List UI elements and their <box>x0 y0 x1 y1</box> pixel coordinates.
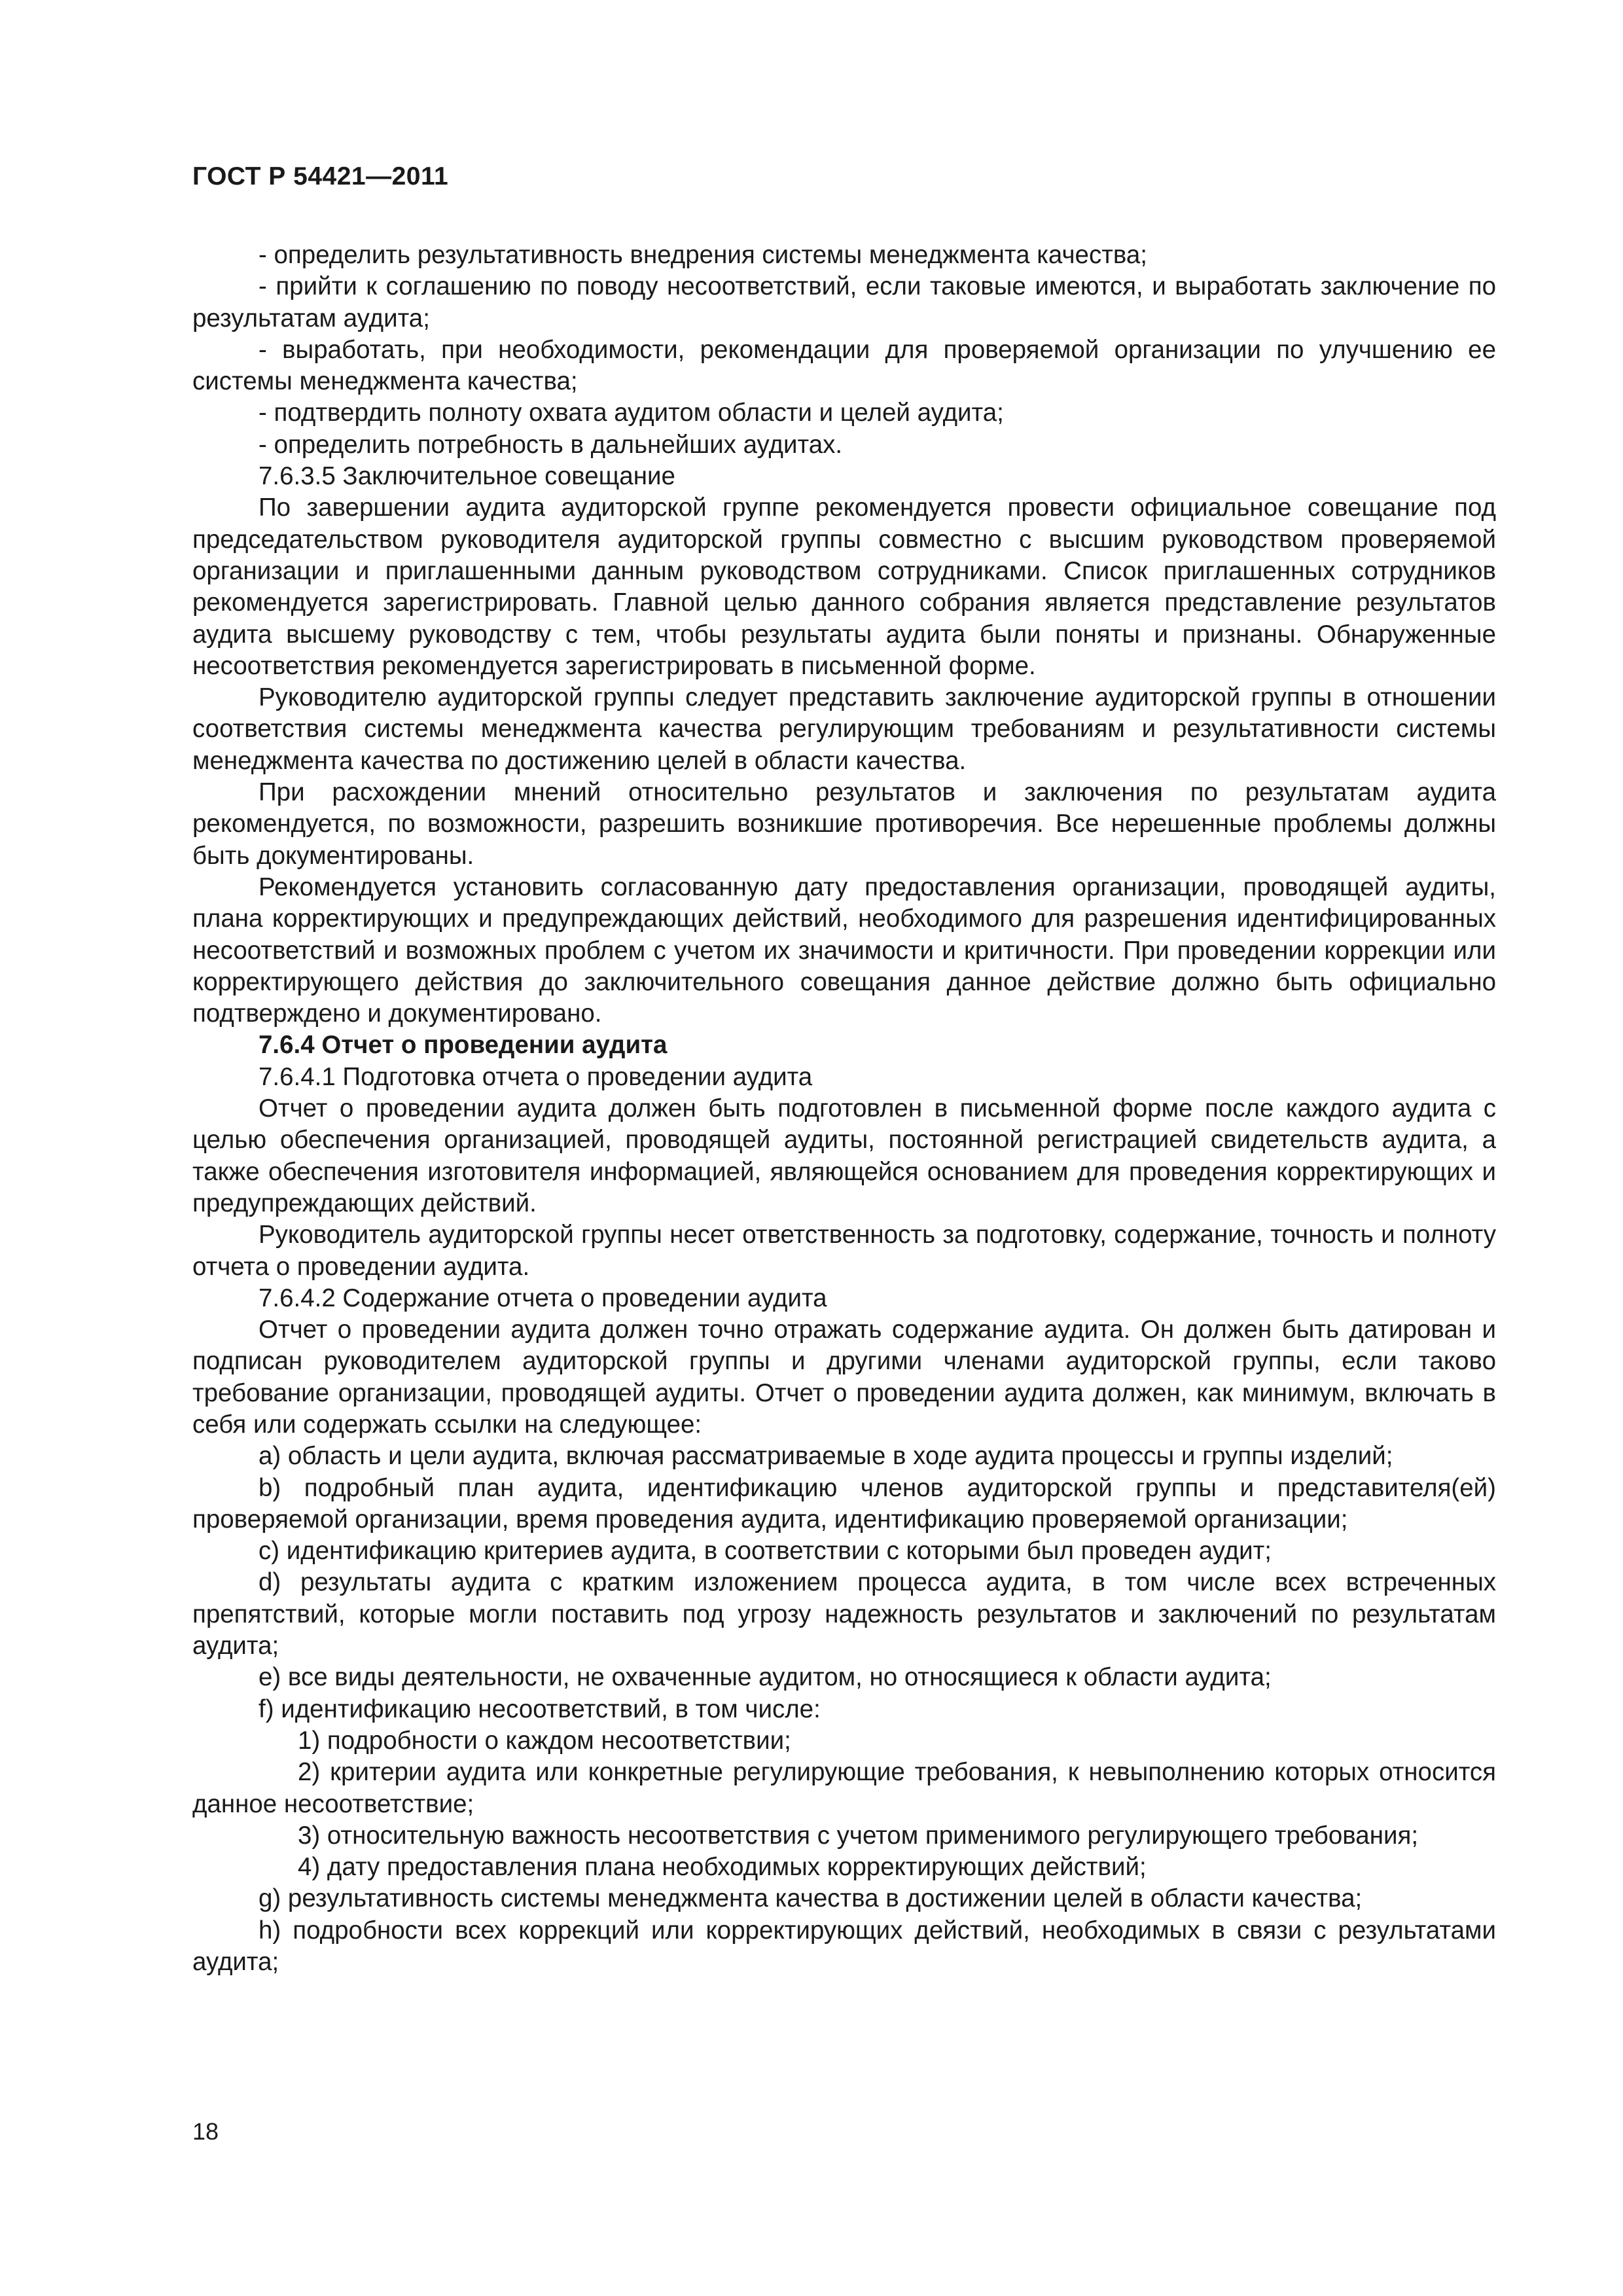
section-heading: 7.6.4.1 Подготовка отчета о проведении аудита <box>259 1062 813 1091</box>
list-item: c) идентификацию критериев аудита, в соответствии с которыми был проведен аудит; <box>259 1537 1272 1566</box>
sub-list-item: 2) критерии аудита или конкретные регулирующие требования, к невыполнению которых относится данное несоответствие; <box>192 1758 1496 1818</box>
list-item: h) подробности всех коррекций или корректирующих действий, необходимых в связи с результатами аудита; <box>192 1916 1496 1977</box>
list-item: b) подробный план аудита, идентификацию членов аудиторской группы и представителя(ей) проверяемой организации, время проведения аудита, идентификацию проверяемой организации; <box>192 1473 1496 1534</box>
paragraph: - определить результативность внедрения системы менеджмента качества; <box>259 241 1147 269</box>
document-header: ГОСТ Р 54421—2011 <box>192 162 449 190</box>
sub-list-item: 4) дату предоставления плана необходимых корректирующих действий; <box>298 1853 1147 1882</box>
paragraph: При расхождении мнений относительно результатов и заключения по результатам аудита рекомендуется, по возможности, разрешить возникшие противоречия. Все нерешенные проблемы должны быть документированы. <box>192 778 1496 870</box>
list-item: e) все виды деятельности, не охваченные аудитом, но относящиеся к области аудита; <box>259 1663 1272 1692</box>
page-number: 18 <box>192 2118 219 2145</box>
paragraph: - подтвердить полноту охвата аудитом области и целей аудита; <box>259 399 1004 427</box>
paragraph: - определить потребность в дальнейших аудитах. <box>259 430 843 459</box>
paragraph: Отчет о проведении аудита должен быть подготовлен в письменной форме после каждого аудита с целью обеспечения организацией, проводящей аудиты, постоянной регистрацией свидетельств аудита, а также обеспечения изготовителя информацией, являющейся основанием для проведения корректирующих и предупреждающих действий. <box>192 1094 1496 1217</box>
list-item: a) область и цели аудита, включая рассматриваемые в ходе аудита процессы и группы изделий; <box>259 1442 1393 1471</box>
section-heading-bold: 7.6.4 Отчет о проведении аудита <box>259 1031 668 1060</box>
sub-list-item: 3) относительную важность несоответствия с учетом применимого регулирующего требования; <box>298 1821 1419 1850</box>
list-item: g) результативность системы менеджмента качества в достижении целей в области качества; <box>259 1884 1363 1913</box>
paragraph: Отчет о проведении аудита должен точно отражать содержание аудита. Он должен быть датирован и подписан руководителем аудиторской группы и другими членами аудиторской группы, если таково требование организации, проводящей аудиты. Отчет о проведении аудита должен, как минимум, включать в себя или содержать ссылки на следующее: <box>192 1316 1496 1439</box>
section-heading: 7.6.4.2 Содержание отчета о проведении аудита <box>259 1283 827 1312</box>
paragraph: Руководитель аудиторской группы несет ответственность за подготовку, содержание, точность и полноту отчета о проведении аудита. <box>192 1221 1496 1281</box>
paragraph: - прийти к соглашению по поводу несоответствий, если таковые имеются, и выработать заключение по результатам аудита; <box>192 272 1496 332</box>
section-heading: 7.6.3.5 Заключительное совещание <box>259 462 675 491</box>
paragraph: - выработать, при необходимости, рекомендации для проверяемой организации по улучшению ее системы менеджмента качества; <box>192 335 1496 396</box>
document-body <box>192 240 1496 1978</box>
list-item: f) идентификацию несоответствий, в том числе: <box>259 1695 821 1723</box>
paragraph: Рекомендуется установить согласованную дату предоставления организации, проводящей аудиты, плана корректирующих и предупреждающих действий, необходимого для разрешения идентифицированных несоответствий и возможных проблем с учетом их значимости и критичности. При проведении коррекции или корректирующего действия до заключительного совещания данное действие должно быть официально подтверждено и документировано. <box>192 872 1496 1028</box>
paragraph: По завершении аудита аудиторской группе рекомендуется провести официальное совещание под председательством руководителя аудиторской группы совместно с высшим руководством проверяемой организации и приглашенными данным руководством сотрудниками. Список приглашенных сотрудников рекомендуется зарегистрировать. Главной целью данного собрания является представление результатов аудита высшему руководству с тем, чтобы результаты аудита были поняты и признаны. Обнаруженные несоответствия рекомендуется зарегистрировать в письменной форме. <box>192 493 1496 680</box>
paragraph: Руководителю аудиторской группы следует представить заключение аудиторской группы в отношении соответствия системы менеджмента качества регулирующим требованиям и результативности системы менеджмента качества по достижению целей в области качества. <box>192 683 1496 775</box>
list-item: d) результаты аудита с кратким изложением процесса аудита, в том числе всех встреченных препятствий, которые могли поставить под угрозу надежность результатов и заключений по результатам аудита; <box>192 1568 1496 1660</box>
sub-list-item: 1) подробности о каждом несоответствии; <box>298 1726 791 1755</box>
